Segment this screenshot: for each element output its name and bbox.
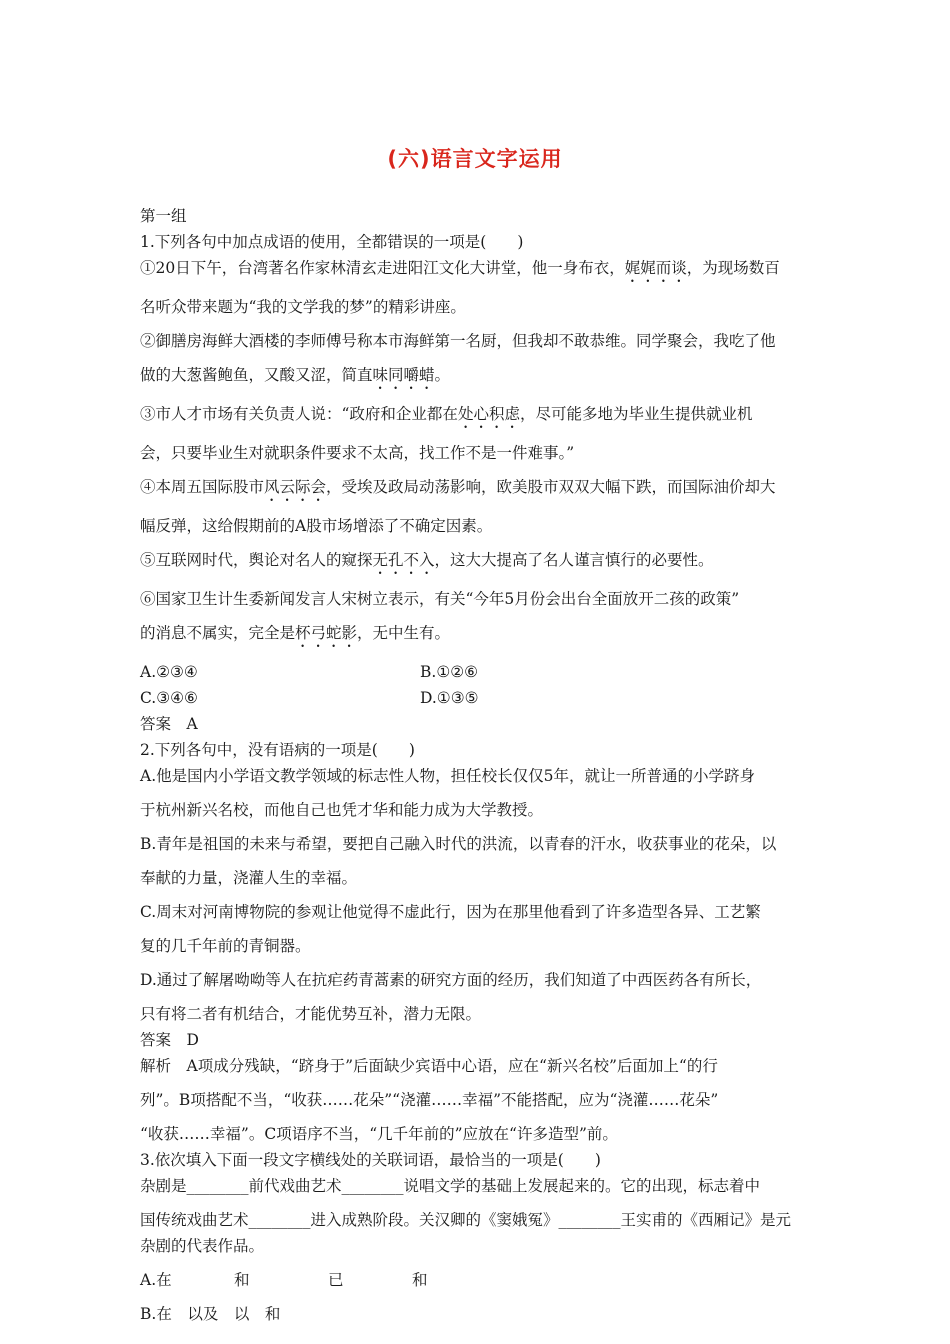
q1-sentence-1: ①20日下午，台湾著名作家林清玄走进阳江文化大讲堂，他一身布衣，娓娓而谈，为现场数百 <box>140 259 780 277</box>
q1-idiom-4: 风云际会 <box>264 478 327 496</box>
q1-sentence-1-cont: 名听众带来题为“我的文学我的梦”的精彩讲座。 <box>140 298 466 316</box>
q1-sentence-6: ⑥国家卫生计生委新闻发言人宋树立表示，有关“今年5月份会出台全面放开二孩的政策” <box>140 590 740 608</box>
q1-sentence-3-cont: 会，只要毕业生对就职条件要求不太高，找工作不是一件难事。” <box>140 444 575 462</box>
q2-explanation-cont-1: 列”。B项搭配不当，“收获……花朵”“浇灌……幸福”不能搭配，应为“浇灌……花朵” <box>140 1091 719 1109</box>
q1-option-a: A.②③④ <box>140 663 198 681</box>
q1-sentence-2-cont: 做的大葱酱鲍鱼，又酸又涩，简直味同嚼蜡。 <box>140 366 451 384</box>
q1-idiom-2: 味同嚼蜡 <box>372 366 435 384</box>
q1-sentence-2: ②御膳房海鲜大酒楼的李师傅号称本市海鲜第一名厨，但我却不敢恭维。同学聚会，我吃了他 <box>140 332 776 350</box>
q1-sentence-3: ③市人才市场有关负责人说：“政府和企业都在处心积虑，尽可能多地为毕业生提供就业机 <box>140 405 753 423</box>
q2-option-d: D.通过了解屠呦呦等人在抗疟药青蒿素的研究方面的经历，我们知道了中西医药各有所长， <box>140 971 762 989</box>
q3-stem: 3.依次填入下面一段文字横线处的关联词语，最恰当的一项是( ) <box>140 1151 601 1169</box>
q2-option-d-cont: 只有将二者有机结合，才能优势互补，潜力无限。 <box>140 1005 482 1023</box>
q1-options-row-1 <box>140 659 814 685</box>
q1-option-c: C.③④⑥ <box>140 689 198 707</box>
q1-option-d: D.①③⑤ <box>420 689 479 707</box>
q2-option-b-cont: 奉献的力量，浇灌人生的幸福。 <box>140 869 358 887</box>
q2-option-c-cont: 复的几千年前的青铜器。 <box>140 937 311 955</box>
q1-options-row-2 <box>140 685 814 711</box>
q1-sentence-4: ④本周五国际股市风云际会，受埃及政局动荡影响，欧美股市双双大幅下跌，而国际油价却大 <box>140 478 776 496</box>
q3-option-b: B.在 以及 以 和 <box>140 1305 281 1323</box>
q1-answer: 答案 A <box>140 715 198 733</box>
q2-answer: 答案 D <box>140 1031 199 1049</box>
q1-sentence-6-cont: 的消息不属实，完全是杯弓蛇影，无中生有。 <box>140 624 451 642</box>
q2-explanation-cont-2: “收获……幸福”。C项语序不当，“几千年前的”应放在“许多造型”前。 <box>140 1125 618 1143</box>
q3-option-a: A.在 和 已 和 <box>140 1271 428 1289</box>
q2-explanation: 解析 A项成分残缺，“跻身于”后面缺少宾语中心语，应在“新兴名校”后面加上“的行 <box>140 1057 718 1075</box>
q1-idiom-6: 杯弓蛇影 <box>295 624 358 642</box>
group-label: 第一组 <box>140 207 187 225</box>
q3-passage-cont-2: 杂剧的代表作品。 <box>140 1237 265 1255</box>
q1-idiom-5: 无孔不入 <box>372 551 435 569</box>
q3-passage: 杂剧是________前代戏曲艺术________说唱文学的基础上发展起来的。它的出现，标志着中 <box>140 1177 761 1195</box>
q2-option-a-cont: 于杭州新兴名校，而他自己也凭才华和能力成为大学教授。 <box>140 801 544 819</box>
q2-option-b: B.青年是祖国的未来与希望，要把自己融入时代的洪流，以青春的汗水，收获事业的花朵，以 <box>140 835 777 853</box>
document-body <box>140 203 814 1327</box>
q1-sentence-4-cont: 幅反弹，这给假期前的A股市场增添了不确定因素。 <box>140 517 493 535</box>
q1-idiom-1: 娓娓而谈 <box>624 259 687 277</box>
q2-stem: 2.下列各句中，没有语病的一项是( ) <box>140 741 415 759</box>
q3-passage-cont-1: 国传统戏曲艺术________进入成熟阶段。关汉卿的《窦娥冤》________王实甫的《西厢记》是元 <box>140 1211 792 1229</box>
q1-option-b: B.①②⑥ <box>420 663 479 681</box>
q1-sentence-5: ⑤互联网时代，舆论对名人的窥探无孔不入，这大大提高了名人谨言慎行的必要性。 <box>140 551 714 569</box>
q1-idiom-3: 处心积虑 <box>457 405 520 423</box>
q1-stem: 1.下列各句中加点成语的使用，全都错误的一项是( ) <box>140 233 524 251</box>
q2-option-c: C.周末对河南博物院的参观让他觉得不虚此行，因为在那里他看到了许多造型各异、工艺繁 <box>140 903 761 921</box>
page-title: (六)语言文字运用 <box>387 147 563 171</box>
q2-option-a: A.他是国内小学语文教学领域的标志性人物，担任校长仅仅5年，就让一所普通的小学跻身 <box>140 767 755 785</box>
